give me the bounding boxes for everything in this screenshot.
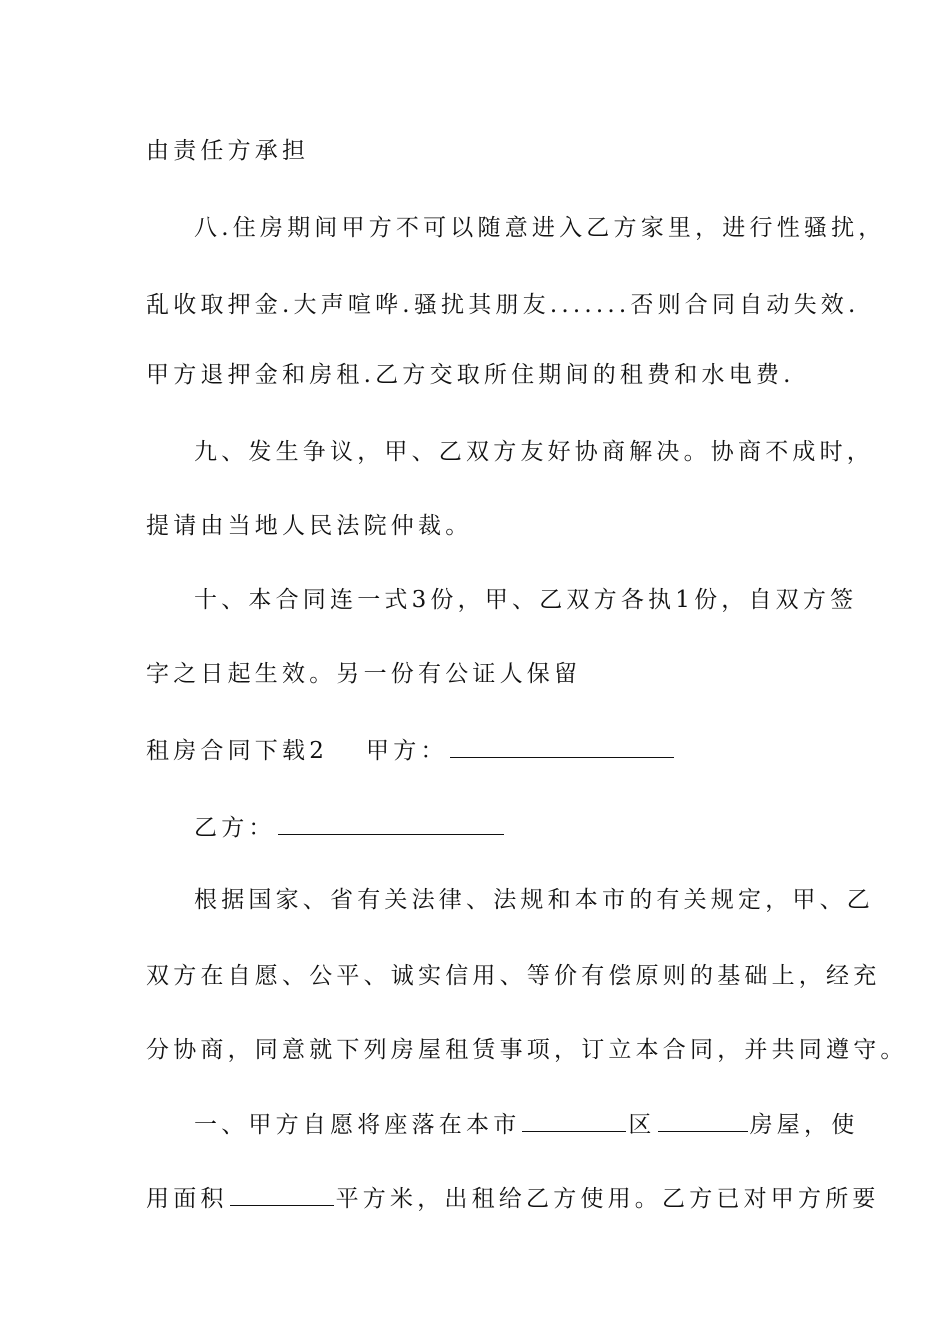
contract-title: 租房合同下载2 bbox=[146, 738, 329, 764]
area-blank[interactable] bbox=[230, 1181, 334, 1206]
clause-1-line-2 bbox=[146, 1181, 880, 1213]
text-line: 乱收取押金.大声喧哗.骚扰其朋友.......否则合同自动失效. bbox=[146, 292, 860, 318]
clause-text: 用面积 bbox=[146, 1186, 228, 1212]
party-b-line bbox=[194, 810, 864, 842]
text-line: 字之日起生效。另一份有公证人保留 bbox=[146, 661, 582, 687]
text-line: 甲方退押金和房租.乙方交取所住期间的租费和水电费. bbox=[146, 362, 795, 388]
party-a-label: 甲方： bbox=[366, 738, 448, 764]
text-line: 十、本合同连一式3份，甲、乙双方各执1份，自双方签 bbox=[194, 587, 858, 613]
clause-1-line bbox=[194, 1107, 864, 1139]
text-line: 提请由当地人民法院仲裁。 bbox=[146, 513, 473, 539]
text-line: 八.住房期间甲方不可以随意进入乙方家里，进行性骚扰， bbox=[194, 215, 886, 241]
house-blank[interactable] bbox=[658, 1107, 748, 1132]
text-line: 分协商，同意就下列房屋租赁事项，订立本合同，并共同遵守。 bbox=[146, 1037, 908, 1063]
contract-heading-line bbox=[146, 733, 816, 765]
clause-text: 平方米，出租给乙方使用。乙方已对甲方所要 bbox=[335, 1186, 880, 1212]
text-line: 九、发生争议，甲、乙双方友好协商解决。协商不成时， bbox=[194, 439, 874, 465]
text-line: 双方在自愿、公平、诚实信用、等价有偿原则的基础上，经充 bbox=[146, 963, 881, 989]
text-line: 根据国家、省有关法律、法规和本市的有关规定，甲、乙 bbox=[194, 887, 874, 913]
clause-text: 房屋，使 bbox=[749, 1112, 859, 1138]
party-a-blank[interactable] bbox=[450, 733, 674, 758]
clause-text: 一、甲方自愿将座落在本市 bbox=[194, 1112, 521, 1138]
clause-text: 区 bbox=[628, 1112, 656, 1138]
district-blank[interactable] bbox=[522, 1107, 626, 1132]
text-line: 由责任方承担 bbox=[146, 138, 310, 164]
party-b-blank[interactable] bbox=[278, 810, 504, 835]
party-b-label: 乙方： bbox=[194, 815, 276, 841]
